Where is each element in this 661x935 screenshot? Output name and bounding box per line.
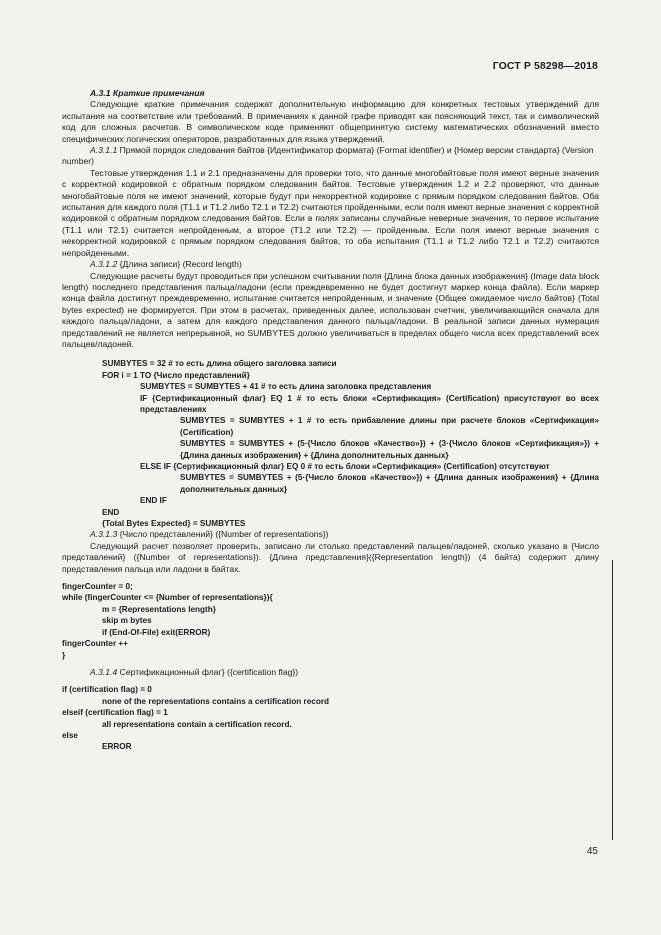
- margin-rule: [612, 560, 613, 840]
- section-a31-paragraph: Следующие краткие примечания содержат дополнительную информацию для конкретных тестовых утверждений для испытания на соответствие или требований. В примечаниях к данной графе приводят как поясняющий текст, так и символический код для сложных расчетов. В символическом коде применяют общепринятую систему математических обозначений вместо специфических логических операторов, разработанных для языка утверждений.: [62, 99, 599, 144]
- code-line: if (End-Of-File) exit(ERROR): [102, 627, 211, 637]
- section-a312-heading: [62, 259, 599, 270]
- code-line: if (certification flag) = 0: [62, 685, 152, 695]
- code-line: ERROR: [102, 742, 132, 752]
- code-line: elseif (certification flag) = 1: [62, 708, 168, 718]
- section-a311-heading: [62, 145, 599, 168]
- code-line: ELSE IF {Сертификационный флаг} EQ 0 # то есть блоки «Сертификация» (Certification) отсутствуют: [140, 462, 550, 471]
- section-a313-paragraph: Следующий расчет позволяет проверить, записано ли столько представлений пальцев/ладоней, сколько указано в {Число представлений} ({Number of representations}). {Длина представления}({Representation length}) (4 байта) содержит длину представления пальца или ладони в байтах.: [62, 540, 599, 574]
- section-a311-title: Прямой порядок следования байтов {Идентификатор формата} (Format identifier) и {Номер версии стандарта} (Version number): [62, 145, 594, 167]
- section-a312-paragraph: Следующие расчеты будут проводиться при успешном считывании поля {Длина блока данных изображения} (Image data block length) последнего представления пальца/ладони (если преждевременно не будет достигнут маркер конца файла). Если маркер конца файла достигнут преждевременно, испытание считается непройденным, и значение {Общее ожидаемое число байтов} (Total bytes expected) не формируется. При этом в расчетах, приведенных далее, использован счетчик, увеличивающийся сначала для каждого пальца/ладони, а затем для каждого представления данного пальца/ладони. В реальной записи данных нумерация представлений не является непрерывной, но SUMBYTES должно увеличиваться в пределах общего числа всех представлений всех пальцев/ладоней.: [62, 270, 599, 349]
- code-line: skip m bytes: [102, 616, 152, 626]
- section-a311-number: A.3.1.1: [90, 145, 118, 156]
- code-line: else: [62, 730, 78, 740]
- code-block-sumbytes: [62, 358, 599, 529]
- section-a314-title: Сертификационный флаг} ({certification flag}): [119, 666, 299, 677]
- section-a31-title: A.3.1 Краткие примечания: [90, 88, 205, 98]
- section-a312-title: {Длина записи} (Record length): [119, 259, 242, 270]
- code-line: fingerCounter = 0;: [62, 582, 133, 592]
- section-a312-number: A.3.1.2: [90, 259, 118, 270]
- page-content: [62, 88, 599, 753]
- code-line: IF {Сертификационный флаг} EQ 1 # то есть блоки «Сертификация» (Certification) присутствуют во всех представлениях: [140, 393, 599, 414]
- code-line: SUMBYTES = SUMBYTES + (5·{Число блоков «Качество»}) + {Длина данных изображения} + {Длина дополнительных данных}: [180, 473, 599, 494]
- code-line: while (fingerCounter <= {Number of representations}){: [62, 593, 273, 603]
- code-line: SUMBYTES = SUMBYTES + 1 # то есть прибавление длины при расчете блоков «Сертификация» (Certification): [180, 416, 599, 437]
- document-id-header: ГОСТ Р 58298—2018: [492, 60, 598, 72]
- section-a311-paragraph: Тестовые утверждения 1.1 и 2.1 предназначены для проверки того, что данные многобайтовые поля имеют верные значения с корректной кодировкой с обратным порядком следования байтов. Тестовые утверждения 1.2 и 2.2 проверяют, что данные многобайтовые поля не имеют значений, которые будут при некорректной кодировке с прямым порядком следования байтов. Оба испытания для каждого поля (T1.1 и T1.2 либо T2.1 и T2.2) считаются пройденными, если поля имеют верные значения с корректной кодировкой с обратным порядком следования байтов. Если в полях записаны случайные неверные значения, то первое испытание (T1.1 или T2.1) считается непройденным, а второе (T1.2 или T2.2) — пройденным. Если поля имеют верные значения с некорректной кодировкой с прямым порядком следования байтов, то оба испытания (T1.1 и T1.2 либо T2.1 и T2.2) считаются непройденными.: [62, 167, 599, 258]
- code-line: SUMBYTES = SUMBYTES + (5·{Число блоков «Качество»}) + (3·{Число блоков «Сертификация»}) + {Длина данных изображения} + {Длина дополнительных данных}: [180, 439, 599, 460]
- section-a313-heading: [62, 529, 599, 540]
- code-block-finger-counter: [62, 581, 599, 661]
- code-line: }: [62, 650, 66, 660]
- code-line: all representations contain a certification record.: [102, 719, 292, 729]
- code-line: END IF: [140, 496, 167, 506]
- section-a313-number: A.3.1.3: [90, 529, 118, 540]
- code-line: FOR i = 1 TO {Число представлений}: [102, 370, 250, 380]
- code-line: SUMBYTES = 32 # то есть длина общего заголовка записи: [102, 359, 337, 369]
- code-block-certification-flag: [62, 684, 599, 752]
- code-line: SUMBYTES = SUMBYTES + 41 # то есть длина заголовка представления: [140, 382, 432, 392]
- code-line: none of the representations contains a certification record: [102, 696, 330, 706]
- code-line: m = {Representations length}: [102, 604, 216, 614]
- section-a314-number: A.3.1.4: [90, 666, 118, 677]
- code-line: END: [102, 507, 120, 517]
- code-line: {Total Bytes Expected} = SUMBYTES: [102, 519, 246, 529]
- section-a314-heading: [62, 667, 599, 678]
- code-line: fingerCounter ++: [62, 639, 128, 649]
- section-a313-title: {Число представлений} ({Number of representations}): [119, 529, 329, 540]
- page-number: 45: [586, 846, 598, 857]
